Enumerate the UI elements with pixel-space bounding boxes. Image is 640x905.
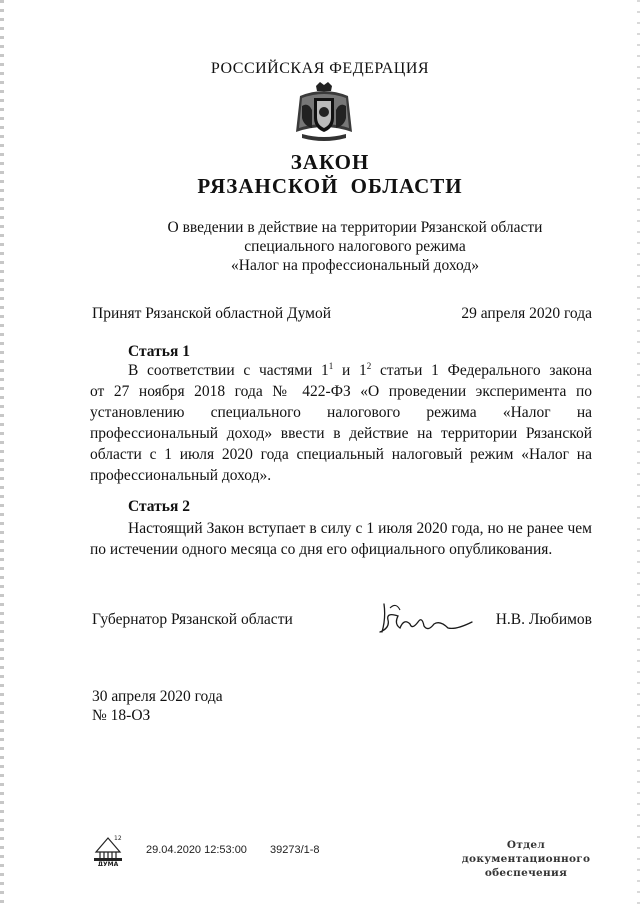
article-1-line: области с 1 июля 2020 года специальный налоговый режим «Налог на bbox=[90, 446, 592, 463]
article-1-line: профессиональный доход» ввести в действие на территории Рязанской bbox=[90, 425, 592, 442]
article-1-text bbox=[90, 360, 592, 486]
article-1-line: установлению специального налогового режима «Налог на bbox=[90, 404, 592, 421]
adoption-date: 29 апреля 2020 года bbox=[461, 305, 592, 322]
duma-logo-icon bbox=[90, 832, 126, 866]
registration-timestamp: 29.04.2020 12:53:00 bbox=[146, 844, 247, 856]
issue-date: 30 апреля 2020 года bbox=[92, 688, 223, 705]
dept-line-2: обеспечения bbox=[484, 867, 568, 879]
text-run: и 1 bbox=[333, 362, 367, 379]
handwritten-signature bbox=[376, 598, 476, 642]
law-number: № 18-ОЗ bbox=[92, 707, 151, 724]
article-2-line: по истечении одного месяца со дня его официального опубликования. bbox=[90, 541, 553, 558]
article-1-line: от 27 ноября 2018 года № 422-ФЗ «О проведении эксперимента по bbox=[90, 383, 592, 400]
governor-title: Губернатор Рязанской области bbox=[92, 611, 293, 628]
law-subject bbox=[120, 218, 590, 275]
article-2-line: Настоящий Закон вступает в силу с 1 июля 2020 года, но не ранее чем bbox=[128, 520, 592, 537]
logo-text: ДУМА bbox=[97, 861, 119, 866]
scan-edge-left bbox=[0, 0, 4, 905]
department-stamp bbox=[452, 838, 600, 880]
subject-line-1: О введении в действие на территории Рязанской области bbox=[167, 219, 543, 236]
law-title: ЗАКОН bbox=[290, 150, 370, 174]
text-run: статьи 1 Федерального закона bbox=[371, 362, 593, 379]
subject-line-3: «Налог на профессиональный доход» bbox=[231, 257, 479, 274]
article-1-line: профессиональный доход». bbox=[90, 467, 272, 484]
article-1-heading: Статья 1 bbox=[128, 343, 190, 360]
superscript: 1 bbox=[328, 360, 334, 371]
registration-number: 39273/1-8 bbox=[270, 844, 320, 856]
superscript: 2 bbox=[366, 360, 372, 371]
adopted-by: Принят Рязанской областной Думой bbox=[92, 305, 332, 322]
logo-number: 12 bbox=[114, 835, 122, 842]
coat-of-arms-emblem bbox=[292, 82, 356, 144]
article-2-text bbox=[90, 518, 592, 560]
text-run: В соответствии с частями 1 bbox=[128, 362, 329, 379]
country-header: РОССИЙСКАЯ ФЕДЕРАЦИЯ bbox=[210, 60, 430, 77]
governor-name: Н.В. Любимов bbox=[495, 611, 592, 628]
dept-line-1: Отдел документационного bbox=[461, 839, 591, 865]
article-1-line bbox=[90, 360, 592, 381]
article-2-heading: Статья 2 bbox=[128, 498, 190, 515]
issue-info bbox=[92, 687, 223, 725]
law-region-title: РЯЗАНСКОЙ ОБЛАСТИ bbox=[197, 174, 463, 198]
subject-line-2: специального налогового режима bbox=[244, 238, 466, 255]
